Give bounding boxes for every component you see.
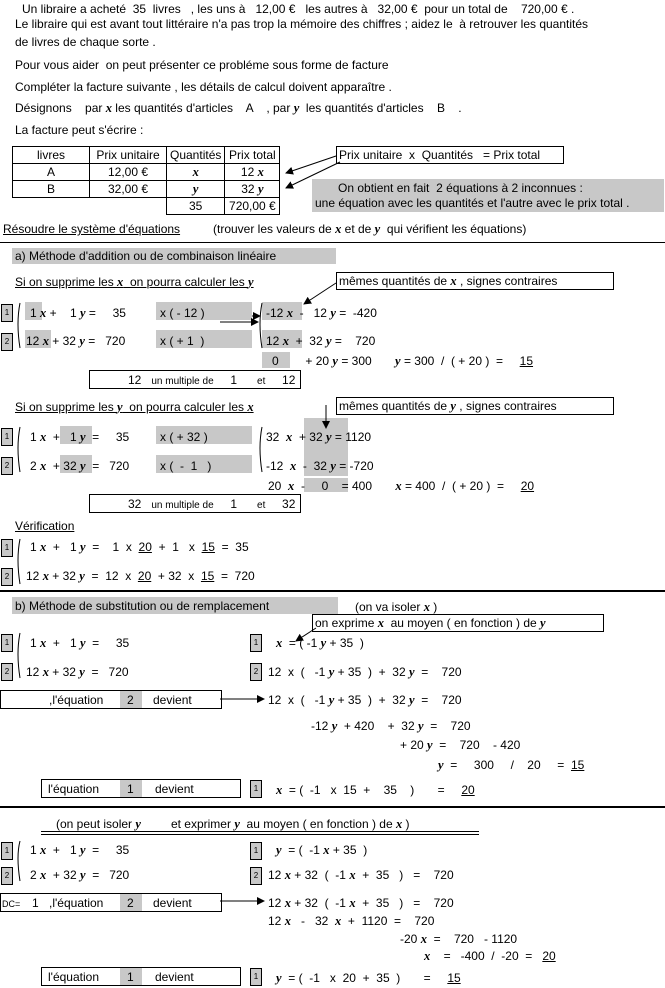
result-2: 12 x + 32 y = 720 xyxy=(266,334,376,348)
equation-2-becomes: ,l'équation 2 devient xyxy=(0,690,222,709)
eq-number-1: 1 xyxy=(1,304,13,322)
eq-number-2: 2 xyxy=(1,663,13,681)
suppress-y: Si on supprime les y on pourra calculer les x xyxy=(15,400,254,414)
eq-c2: 2 x + 32 y = 720 xyxy=(30,868,130,882)
eq-number-1: 1 xyxy=(1,428,13,446)
sum-2: 20 x - 0 = 400 x = 400 / ( + 20 ) = 20 xyxy=(268,479,535,493)
result-3: 32 x + 32 y = 1120 xyxy=(266,430,372,444)
sub-c-line-1: 12 x + 32 ( -1 x + 35 ) = 720 xyxy=(268,896,454,910)
eq-c1: 1 x + 1 y = 35 xyxy=(30,843,130,857)
sub-c-line-2: 12 x - 32 x + 1120 = 720 xyxy=(268,914,435,928)
eq-number-2: 2 xyxy=(1,568,13,586)
sum-1: 0 + 20 y = 300 y = 300 / ( + 20 ) = 15 xyxy=(272,354,534,368)
verif-2: 12 x + 32 y = 12 x 20 + 32 x 15 = 720 xyxy=(26,569,255,583)
sub-c: 12 x + 32 ( -1 x + 35 ) = 720 xyxy=(268,868,454,882)
lcm-box-2: 32 un multiple de 1 et 32 xyxy=(89,494,301,513)
sub-line-2: -12 y + 420 + 32 y = 720 xyxy=(311,719,471,733)
eq-4: 2 x + 32 y = 720 xyxy=(30,459,130,473)
equation-1-becomes: l'équation 1 devient xyxy=(41,779,241,798)
intro-line-1: Un libraire a acheté 35 livres , les uns à 12,00 € les autres à 32,00 € pour un total de 720,00 € . xyxy=(22,2,575,16)
header-livres: livres xyxy=(13,147,90,164)
eq-number-1: 1 xyxy=(1,842,13,860)
isolated-y: y = ( -1 x + 35 ) xyxy=(276,843,368,857)
eq-2: 12 x + 32 y = 720 xyxy=(26,334,126,348)
header-quantites: Quantités xyxy=(167,147,225,164)
eq-number-2: 2 xyxy=(1,457,13,475)
intro-line-6: Désignons par x les quantités d'articles A , par y les quantités d'articles B . xyxy=(15,101,462,115)
verification-title: Vérification xyxy=(15,519,75,533)
result-4: -12 x - 32 y = -720 xyxy=(266,459,374,473)
eq-3: 1 x + 1 y = 35 xyxy=(30,430,130,444)
intro-line-4: Pour vous aider on peut présenter ce probléme sous forme de facture xyxy=(15,58,389,72)
same-y-box: mêmes quantités de y , signes contraires xyxy=(336,397,614,415)
eq-number-1: 1 xyxy=(250,780,262,798)
resolve-hint: (trouver les valeurs de x et de y qui vérifient les équations) xyxy=(213,222,527,236)
final-x: x = ( -1 x 15 + 35 ) = 20 xyxy=(276,783,475,797)
isoler-x: (on va isoler x ) xyxy=(355,600,438,614)
sub-line-1: 12 x ( -1 y + 35 ) + 32 y = 720 xyxy=(268,693,462,707)
method-a-title: a) Méthode d'addition ou de combinaison linéaire xyxy=(12,248,336,264)
equation-1-becomes: l'équation 1 devient xyxy=(41,967,241,986)
equation-2-becomes: DC= 1 ,l'équation 2 devient xyxy=(0,893,222,912)
result-1: -12 x - 12 y = -420 xyxy=(266,306,377,320)
eq-number-2: 2 xyxy=(250,663,262,681)
eq-number-2: 2 xyxy=(1,333,13,351)
eq-b1: 1 x + 1 y = 35 xyxy=(30,636,130,650)
sub-line-4: y = 300 / 20 = 15 xyxy=(438,758,585,772)
header-prix-unitaire: Prix unitaire xyxy=(90,147,167,164)
eq-b2: 12 x + 32 y = 720 xyxy=(26,665,129,679)
suppress-x: Si on supprime les x on pourra calculer les y xyxy=(15,275,254,289)
mult-1: x ( - 12 ) xyxy=(160,306,205,320)
eq-number-1: 1 xyxy=(250,634,262,652)
same-x-box: mêmes quantités de x , signes contraires xyxy=(336,272,614,290)
mult-2: x ( + 1 ) xyxy=(160,334,205,348)
verif-1: 1 x + 1 y = 1 x 20 + 1 x 15 = 35 xyxy=(30,540,249,554)
eq-number-1: 1 xyxy=(250,968,262,986)
eq-number-1: 1 xyxy=(250,842,262,860)
lcm-box-1: 12 un multiple de 1 et 12 xyxy=(89,370,301,389)
mult-3: x ( + 32 ) xyxy=(160,430,208,444)
resolve-title: Résoudre le système d'équations xyxy=(3,222,181,236)
eq-1: 1 x + 1 y = 35 xyxy=(30,306,126,320)
table-row: A 12,00 € x 12 x xyxy=(13,164,280,181)
final-y: y = ( -1 x 20 + 35 ) = 15 xyxy=(276,971,461,985)
intro-line-5: Compléter la facture suivante , les détails de calcul doivent apparaître . xyxy=(15,80,392,94)
substitution: 12 x ( -1 y + 35 ) + 32 y = 720 xyxy=(268,665,462,679)
intro-line-2: Le libraire qui est avant tout littéraire n'a pas trop la mémoire des chiffres ; aidez le à retrouver les quantités xyxy=(15,17,589,31)
isolated-x: x = ( -1 y + 35 ) xyxy=(276,636,364,650)
method-b-title: b) Méthode de substitution ou de remplacement xyxy=(12,597,338,614)
method-c-title: (on peut isoler y et exprimer y au moyen ( en fonction ) de x ) xyxy=(56,817,410,831)
table-row: 35 720,00 € xyxy=(13,198,280,215)
system-note: On obtient en fait 2 équations à 2 inconnues : une équation avec les quantités et l'autre avec le prix total . xyxy=(312,179,664,212)
express-box: on exprime x au moyen ( en fonction ) de y xyxy=(312,614,604,632)
table-row: B 32,00 € y 32 y xyxy=(13,181,280,198)
eq-number-2: 2 xyxy=(1,867,13,885)
sub-c-line-3: -20 x = 720 - 1120 xyxy=(400,932,518,946)
sub-c-line-4: x = -400 / -20 = 20 xyxy=(424,949,556,963)
eq-number-1: 1 xyxy=(1,634,13,652)
intro-line-7: La facture peut s'écrire : xyxy=(15,123,144,137)
formula-box: Prix unitaire x Quantités = Prix total xyxy=(336,146,564,164)
sub-line-3: + 20 y = 720 - 420 xyxy=(400,738,521,752)
eq-number-2: 2 xyxy=(250,867,262,885)
eq-number-1: 1 xyxy=(1,539,13,557)
mult-4: x ( - 1 ) xyxy=(160,459,212,473)
header-prix-total: Prix total xyxy=(225,147,280,164)
intro-line-3: de livres de chaque sorte . xyxy=(15,35,156,49)
